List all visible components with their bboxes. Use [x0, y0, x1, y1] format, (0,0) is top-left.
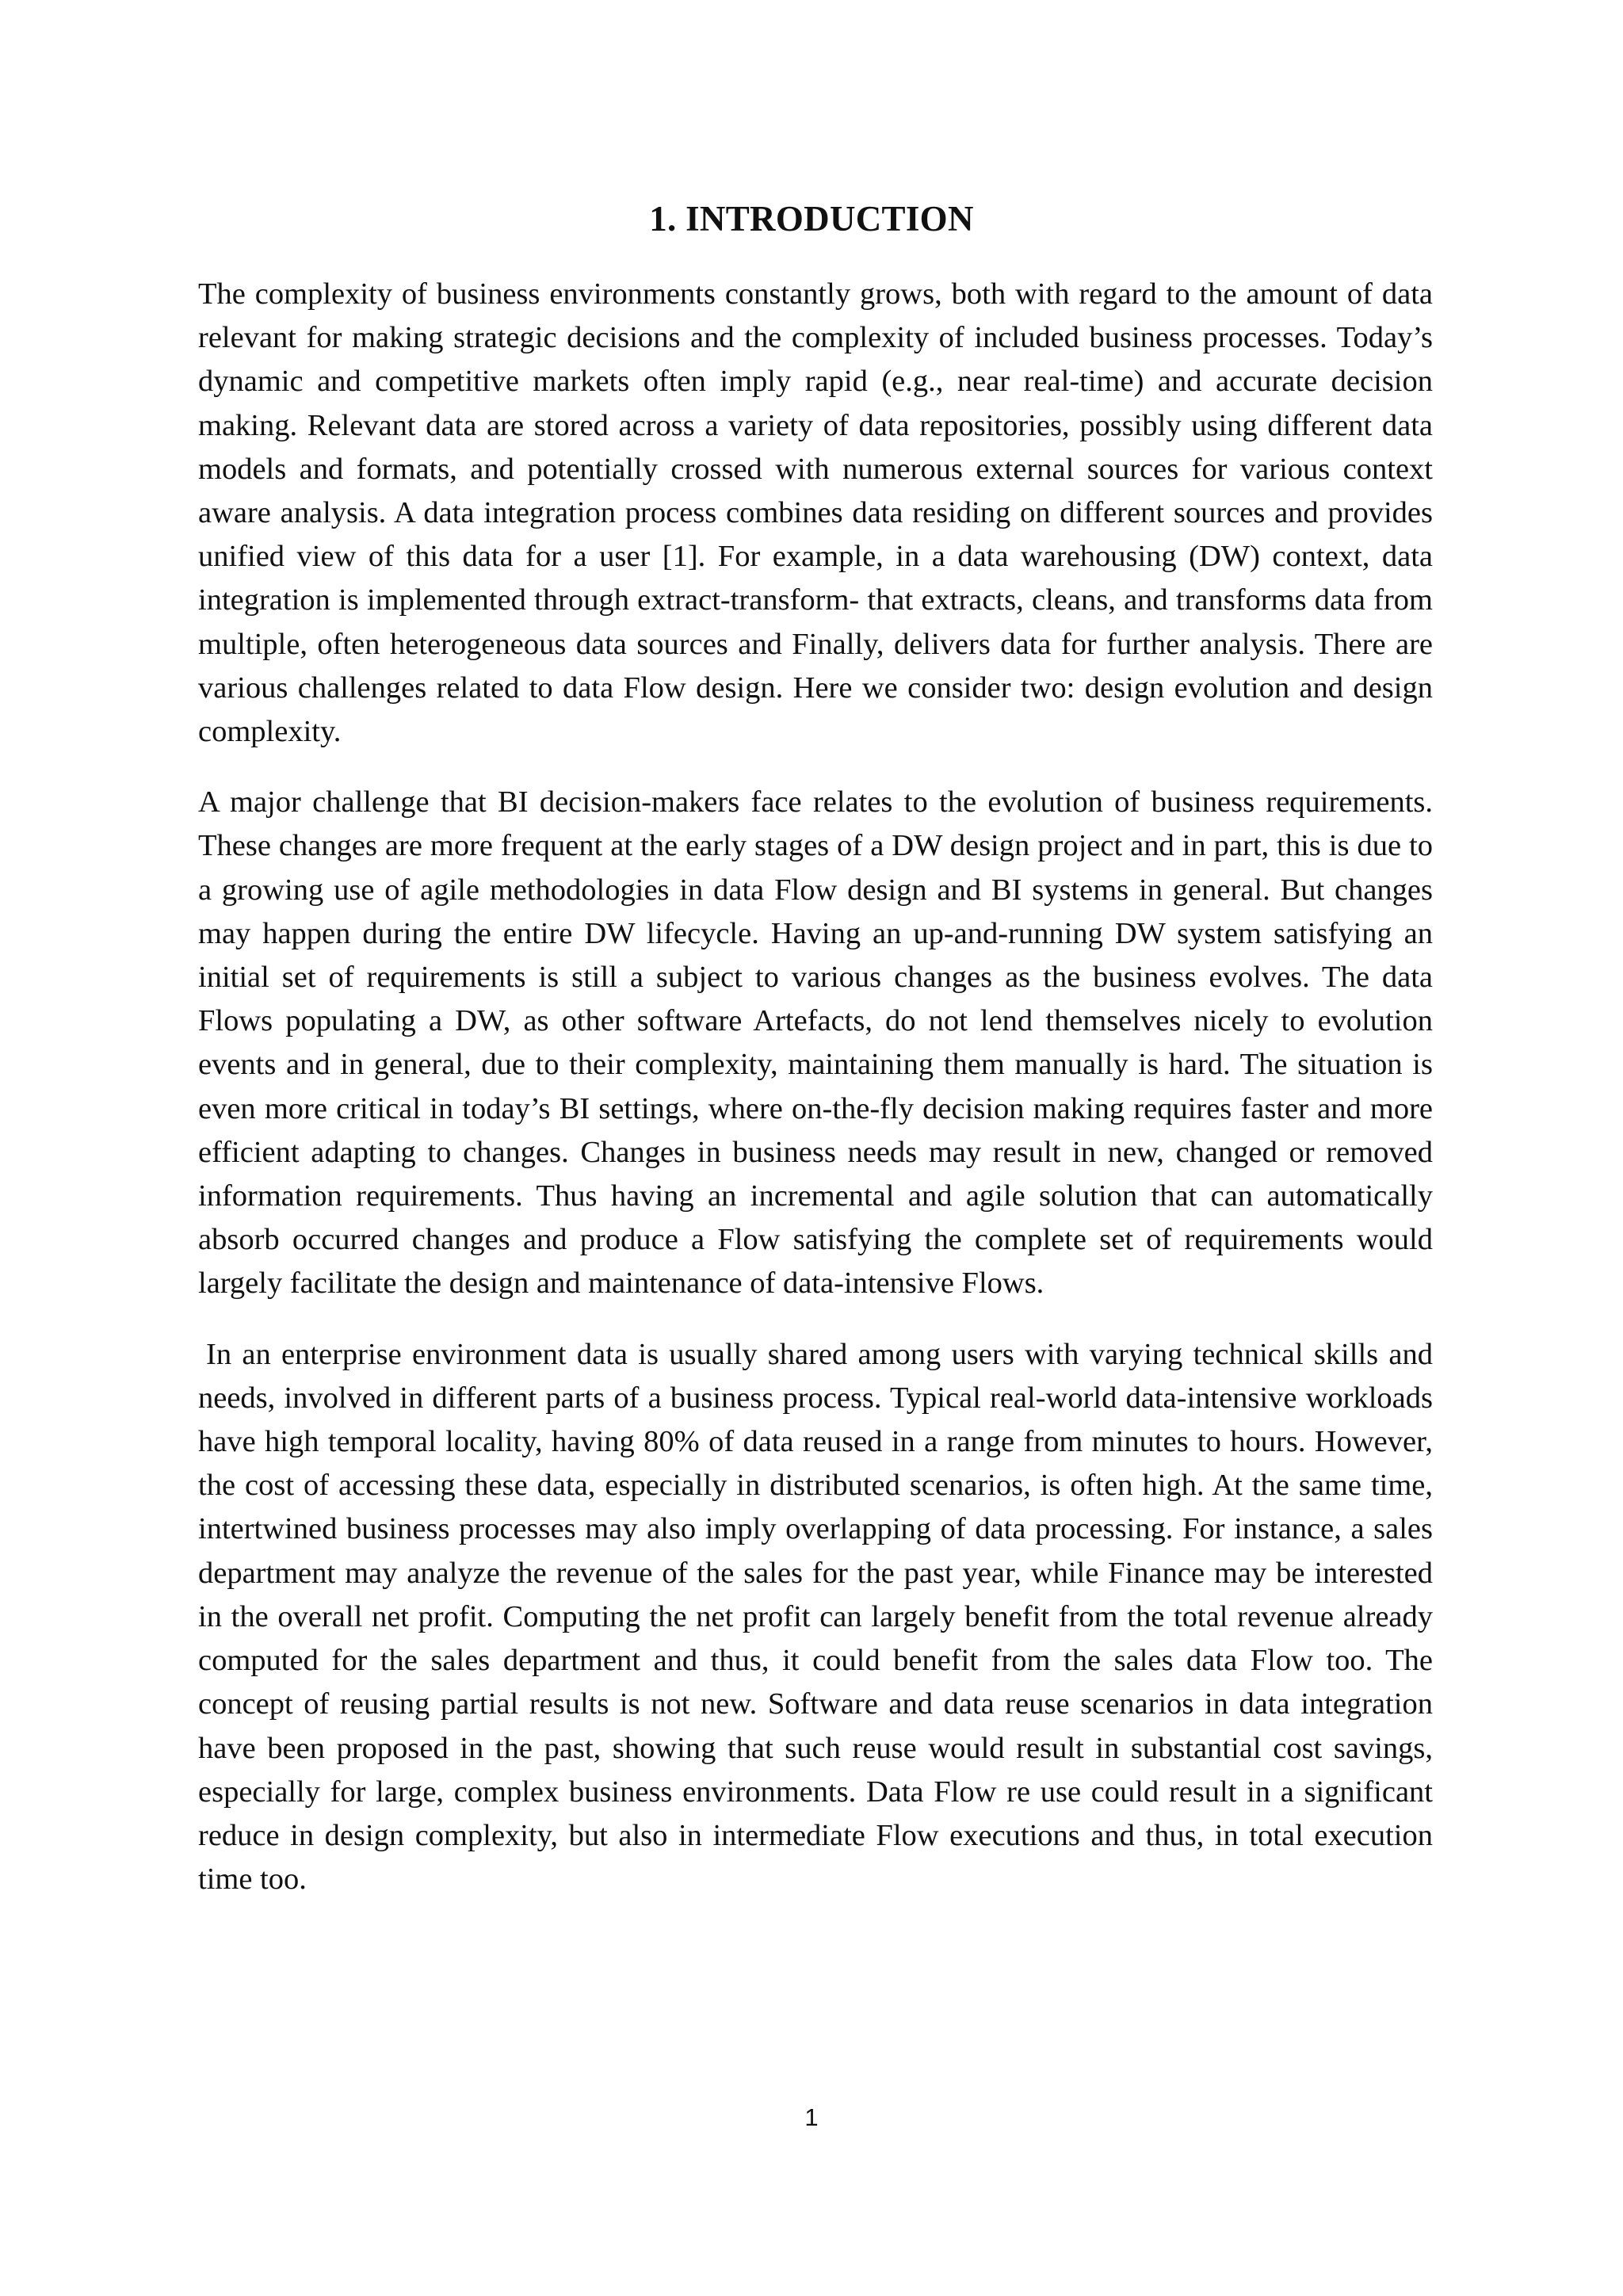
section-heading: 1. INTRODUCTION — [649, 199, 974, 239]
page-number: 1 — [804, 2103, 819, 2131]
body-text — [198, 273, 1433, 1928]
paragraph-1: The complexity of business environments constantly grows, both with regard to the amount of data relevant for making strategic decisions and the complexity of included business processes. Today’s dynamic and competitive markets often imply rapid (e.g., near real-time) and accurate decision making. Relevant data are stored across a variety of data repositories, possibly using different data models and formats, and potentially crossed with numerous external sources for various context aware analysis. A data integration process combines data residing on different sources and provides unified view of this data for a user [1]. For example, in a data warehousing (DW) context, data integration is implemented through extract-transform- that extracts, cleans, and transforms data from multiple, often heterogeneous data sources and Finally, delivers data for further analysis. There are various challenges related to data Flow design. Here we consider two: design evolution and design complexity. — [198, 277, 1433, 749]
paragraph-3: In an enterprise environment data is usually shared among users with varying technical skills and needs, involved in different parts of a business process. Typical real-world data-intensive workloads have high temporal locality, having 80% of data reused in a range from minutes to hours. However, the cost of accessing these data, especially in distributed scenarios, is often high. At the same time, intertwined business processes may also imply overlapping of data processing. For instance, a sales department may analyze the revenue of the sales for the past year, while Finance may be interested in the overall net profit. Computing the net profit can largely benefit from the total revenue already computed for the sales department and thus, it could benefit from the sales data Flow too. The concept of reusing partial results is not new. Software and data reuse scenarios in data integration have been proposed in the past, showing that such reuse would result in substantial cost savings, especially for large, complex business environments. Data Flow re use could result in a significant reduce in design complexity, but also in intermediate Flow executions and thus, in total execution time too. — [198, 1337, 1433, 1897]
paragraph-2: A major challenge that BI decision-makers face relates to the evolution of business requirements. These changes are more frequent at the early stages of a DW design project and in part, this is due to a growing use of agile methodologies in data Flow design and BI systems in general. But changes may happen during the entire DW lifecycle. Having an up-and-running DW system satisfying an initial set of requirements is still a subject to various changes as the business evolves. The data Flows populating a DW, as other software Artefacts, do not lend themselves nicely to evolution events and in general, due to their complexity, maintaining them manually is hard. The situation is even more critical in today’s BI settings, where on-the-fly decision making requires faster and more efficient adapting to changes. Changes in business needs may result in new, changed or removed information requirements. Thus having an incremental and agile solution that can automatically absorb occurred changes and produce a Flow satisfying the complete set of requirements would largely facilitate the design and maintenance of data-intensive Flows. — [198, 785, 1433, 1301]
